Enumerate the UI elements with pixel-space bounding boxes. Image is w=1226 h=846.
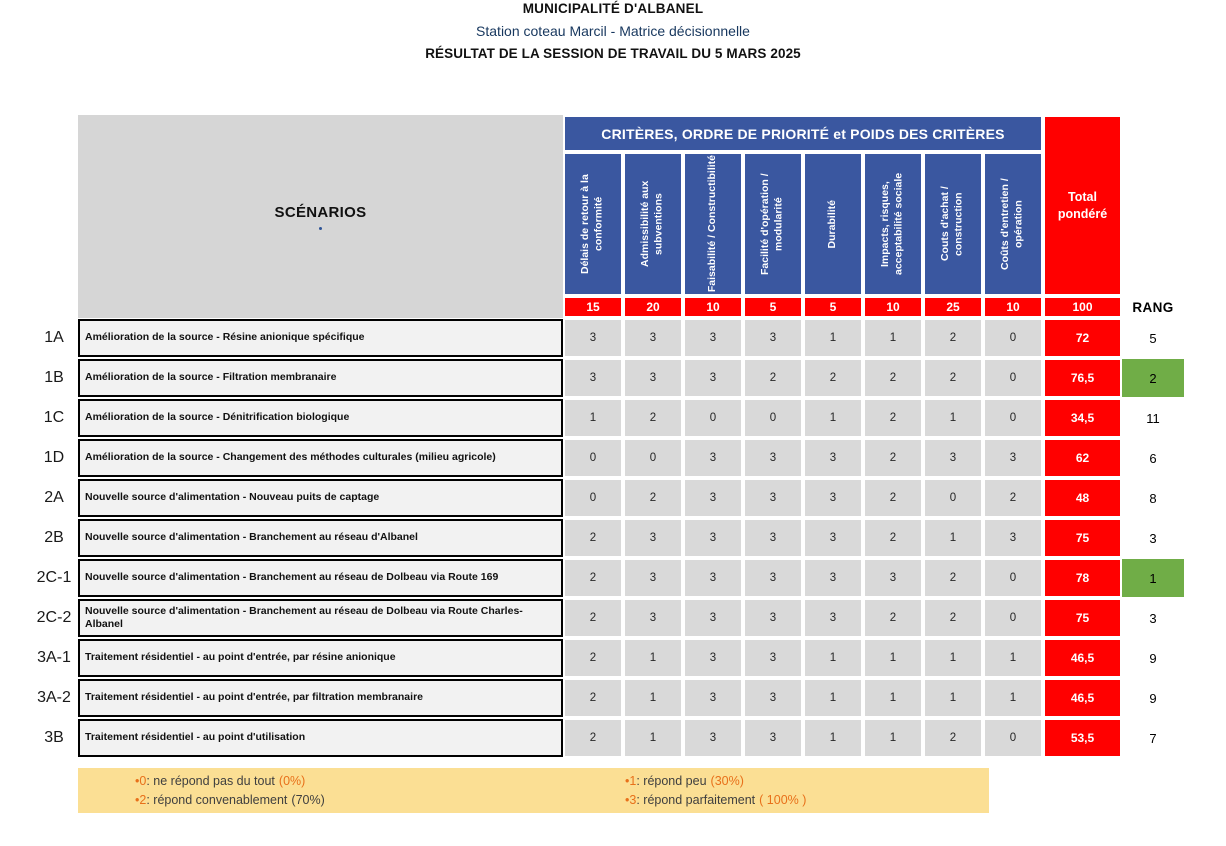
criteria-header-label: Impacts, risques, acceptabilité sociale bbox=[879, 172, 905, 276]
blue-dot bbox=[319, 227, 322, 230]
score-cell-1D-1: 0 bbox=[623, 438, 683, 478]
score-cell-1D-2: 3 bbox=[683, 438, 743, 478]
score-cell-1B-0: 3 bbox=[563, 358, 623, 398]
score-cell-2B-5: 2 bbox=[863, 518, 923, 558]
criteria-header-label: Délais de retour à la conformité bbox=[579, 174, 605, 274]
total-cell-2A: 48 bbox=[1043, 478, 1122, 518]
score-cell-1D-3: 3 bbox=[743, 438, 803, 478]
score-cell-3B-1: 1 bbox=[623, 718, 683, 758]
scenario-cell-3B bbox=[78, 718, 563, 758]
rank-cell-1D: 6 bbox=[1149, 450, 1157, 466]
criteria-header-2 bbox=[683, 152, 743, 296]
score-cell-2B-2: 3 bbox=[683, 518, 743, 558]
scenario-cell-3A-2 bbox=[78, 678, 563, 718]
row-id-1C: 1C bbox=[43, 409, 65, 426]
score-cell-3B-7: 0 bbox=[983, 718, 1043, 758]
score-cell-2B-6: 1 bbox=[923, 518, 983, 558]
scenario-cell-1D bbox=[78, 438, 563, 478]
decision-matrix bbox=[30, 115, 1184, 758]
total-cell-2C-2: 75 bbox=[1043, 598, 1122, 638]
legend-item-3 bbox=[625, 792, 989, 809]
rank-cell-3A-1: 9 bbox=[1149, 650, 1157, 666]
score-cell-3A-2-7: 1 bbox=[983, 678, 1043, 718]
score-cell-3B-3: 3 bbox=[743, 718, 803, 758]
score-cell-1C-2: 0 bbox=[683, 398, 743, 438]
scenario-label: Nouvelle source d'alimentation - Branchement au réseau de Dolbeau via Route Charles-Albanel bbox=[78, 599, 563, 637]
score-cell-1A-2: 3 bbox=[683, 318, 743, 358]
scenario-label: Traitement résidentiel - au point d'entrée, par résine anionique bbox=[78, 639, 563, 677]
score-cell-1C-1: 2 bbox=[623, 398, 683, 438]
criteria-weight-0: 15 bbox=[563, 296, 623, 318]
total-cell-1D: 62 bbox=[1043, 438, 1122, 478]
score-cell-3B-5: 1 bbox=[863, 718, 923, 758]
legend-marker: •0 bbox=[135, 774, 147, 788]
score-cell-2C-2-0: 2 bbox=[563, 598, 623, 638]
score-cell-1A-1: 3 bbox=[623, 318, 683, 358]
score-legend bbox=[78, 768, 989, 813]
score-cell-3A-1-7: 1 bbox=[983, 638, 1043, 678]
score-cell-2C-2-4: 3 bbox=[803, 598, 863, 638]
legend-separator: : bbox=[636, 774, 644, 788]
rank-cell-1A: 5 bbox=[1149, 330, 1157, 346]
legend-item-1 bbox=[625, 773, 989, 790]
score-cell-1B-1: 3 bbox=[623, 358, 683, 398]
total-header-cell: Total pondéré bbox=[1043, 115, 1122, 296]
score-cell-2C-2-6: 2 bbox=[923, 598, 983, 638]
criteria-header-4 bbox=[803, 152, 863, 296]
rank-cell-2A: 8 bbox=[1149, 490, 1157, 506]
total-cell-2B: 75 bbox=[1043, 518, 1122, 558]
scenarios-header-label: SCÉNARIOS bbox=[274, 203, 367, 221]
score-cell-2B-7: 3 bbox=[983, 518, 1043, 558]
score-cell-1A-6: 2 bbox=[923, 318, 983, 358]
score-cell-1D-5: 2 bbox=[863, 438, 923, 478]
total-cell-1C: 34,5 bbox=[1043, 398, 1122, 438]
scenario-cell-1B bbox=[78, 358, 563, 398]
score-cell-1B-3: 2 bbox=[743, 358, 803, 398]
score-cell-1A-7: 0 bbox=[983, 318, 1043, 358]
score-cell-2A-2: 3 bbox=[683, 478, 743, 518]
total-cell-1B: 76,5 bbox=[1043, 358, 1122, 398]
criteria-weight-6: 25 bbox=[923, 296, 983, 318]
score-cell-3A-1-6: 1 bbox=[923, 638, 983, 678]
legend-label: répond peu bbox=[643, 774, 707, 788]
score-cell-2C-1-7: 0 bbox=[983, 558, 1043, 598]
score-cell-3A-2-3: 3 bbox=[743, 678, 803, 718]
criteria-header-7 bbox=[983, 152, 1043, 296]
score-cell-3A-1-2: 3 bbox=[683, 638, 743, 678]
rank-cell-2C-1: 1 bbox=[1122, 559, 1184, 597]
score-cell-2C-1-5: 3 bbox=[863, 558, 923, 598]
title-session: RÉSULTAT DE LA SESSION DE TRAVAIL DU 5 MARS 2025 bbox=[425, 46, 801, 61]
score-cell-2C-2-3: 3 bbox=[743, 598, 803, 638]
score-cell-2A-4: 3 bbox=[803, 478, 863, 518]
score-cell-1D-4: 3 bbox=[803, 438, 863, 478]
scenario-label: Nouvelle source d'alimentation - Branchement au réseau d'Albanel bbox=[78, 519, 563, 557]
total-cell-1A: 72 bbox=[1043, 318, 1122, 358]
scenario-label: Traitement résidentiel - au point d'utilisation bbox=[78, 719, 563, 757]
total-cell-3A-2: 46,5 bbox=[1043, 678, 1122, 718]
score-cell-3A-1-0: 2 bbox=[563, 638, 623, 678]
row-id-1A: 1A bbox=[44, 329, 64, 346]
score-cell-3A-2-0: 2 bbox=[563, 678, 623, 718]
criteria-weight-4: 5 bbox=[803, 296, 863, 318]
criteria-header-5 bbox=[863, 152, 923, 296]
rank-cell-1B: 2 bbox=[1122, 359, 1184, 397]
scenario-cell-2B bbox=[78, 518, 563, 558]
title-block bbox=[0, 0, 1226, 61]
scenario-label: Amélioration de la source - Filtration membranaire bbox=[78, 359, 563, 397]
legend-item-0 bbox=[135, 773, 625, 790]
score-cell-1B-4: 2 bbox=[803, 358, 863, 398]
score-cell-1A-0: 3 bbox=[563, 318, 623, 358]
scenario-label: Amélioration de la source - Dénitrification biologique bbox=[78, 399, 563, 437]
scenario-cell-3A-1 bbox=[78, 638, 563, 678]
score-cell-2C-1-3: 3 bbox=[743, 558, 803, 598]
title-municipality: MUNICIPALITÉ D'ALBANEL bbox=[522, 1, 704, 16]
score-cell-2C-2-2: 3 bbox=[683, 598, 743, 638]
score-cell-2A-5: 2 bbox=[863, 478, 923, 518]
scenario-label: Nouvelle source d'alimentation - Nouveau puits de captage bbox=[78, 479, 563, 517]
score-cell-1C-5: 2 bbox=[863, 398, 923, 438]
scenario-label: Nouvelle source d'alimentation - Branchement au réseau de Dolbeau via Route 169 bbox=[78, 559, 563, 597]
criteria-header-label: Couts d'achat / construction bbox=[939, 186, 965, 262]
score-cell-2C-2-1: 3 bbox=[623, 598, 683, 638]
score-cell-2A-1: 2 bbox=[623, 478, 683, 518]
total-cell-3A-1: 46,5 bbox=[1043, 638, 1122, 678]
score-cell-2B-0: 2 bbox=[563, 518, 623, 558]
criteria-header-0 bbox=[563, 152, 623, 296]
score-cell-2B-3: 3 bbox=[743, 518, 803, 558]
score-cell-2C-1-1: 3 bbox=[623, 558, 683, 598]
score-cell-1C-6: 1 bbox=[923, 398, 983, 438]
criteria-header-label: Faisabilité / Constructibilité bbox=[706, 155, 719, 293]
legend-label: répond convenablement bbox=[153, 793, 288, 807]
total-cell-3B: 53,5 bbox=[1043, 718, 1122, 758]
score-cell-3B-0: 2 bbox=[563, 718, 623, 758]
legend-separator: : bbox=[146, 793, 154, 807]
score-cell-2C-1-4: 3 bbox=[803, 558, 863, 598]
criteria-header-6 bbox=[923, 152, 983, 296]
criteria-header-label: Durabilité bbox=[826, 199, 839, 249]
score-cell-1A-4: 1 bbox=[803, 318, 863, 358]
score-cell-1D-7: 3 bbox=[983, 438, 1043, 478]
criteria-header-3 bbox=[743, 152, 803, 296]
criteria-weight-7: 10 bbox=[983, 296, 1043, 318]
rank-cell-3A-2: 9 bbox=[1149, 690, 1157, 706]
total-weight-cell: 100 bbox=[1043, 296, 1122, 318]
score-cell-1D-0: 0 bbox=[563, 438, 623, 478]
legend-marker: •2 bbox=[135, 793, 147, 807]
scenario-label: Traitement résidentiel - au point d'entrée, par filtration membranaire bbox=[78, 679, 563, 717]
total-cell-2C-1: 78 bbox=[1043, 558, 1122, 598]
legend-percentage: (30%) bbox=[710, 774, 744, 788]
criteria-weight-2: 10 bbox=[683, 296, 743, 318]
row-id-2B: 2B bbox=[44, 529, 64, 546]
score-cell-1C-3: 0 bbox=[743, 398, 803, 438]
score-cell-1C-4: 1 bbox=[803, 398, 863, 438]
score-cell-2C-2-5: 2 bbox=[863, 598, 923, 638]
score-cell-3A-2-5: 1 bbox=[863, 678, 923, 718]
row-id-2A: 2A bbox=[44, 489, 64, 506]
scenario-cell-1A bbox=[78, 318, 563, 358]
row-id-3B: 3B bbox=[44, 729, 64, 746]
score-cell-1B-2: 3 bbox=[683, 358, 743, 398]
legend-item-2 bbox=[135, 792, 625, 809]
criteria-header-label: Coûts d'entretien / opération bbox=[999, 178, 1025, 270]
scenario-cell-1C bbox=[78, 398, 563, 438]
score-cell-3A-2-2: 3 bbox=[683, 678, 743, 718]
score-cell-3B-4: 1 bbox=[803, 718, 863, 758]
scenarios-header-cell bbox=[78, 115, 563, 318]
row-id-2C-1: 2C-1 bbox=[36, 569, 72, 586]
rank-cell-1C: 11 bbox=[1146, 410, 1160, 426]
score-cell-1A-5: 1 bbox=[863, 318, 923, 358]
row-id-1D: 1D bbox=[43, 449, 65, 466]
row-id-3A-2: 3A-2 bbox=[37, 689, 71, 706]
score-cell-2A-3: 3 bbox=[743, 478, 803, 518]
score-cell-1C-0: 1 bbox=[563, 398, 623, 438]
score-cell-2C-2-7: 0 bbox=[983, 598, 1043, 638]
criteria-header-1 bbox=[623, 152, 683, 296]
score-cell-2C-1-6: 2 bbox=[923, 558, 983, 598]
criteria-weight-1: 20 bbox=[623, 296, 683, 318]
legend-percentage: ( 100% ) bbox=[759, 793, 807, 807]
rank-cell-3B: 7 bbox=[1149, 730, 1157, 746]
score-cell-3A-1-5: 1 bbox=[863, 638, 923, 678]
score-cell-3A-2-6: 1 bbox=[923, 678, 983, 718]
score-cell-1A-3: 3 bbox=[743, 318, 803, 358]
scenario-label: Amélioration de la source - Résine anionique spécifique bbox=[78, 319, 563, 357]
scenario-cell-2A bbox=[78, 478, 563, 518]
row-id-2C-2: 2C-2 bbox=[36, 609, 72, 626]
rank-cell-2C-2: 3 bbox=[1149, 610, 1157, 626]
criteria-header-label: Facilité d'opération / modularité bbox=[759, 173, 785, 275]
scenario-cell-2C-2 bbox=[78, 598, 563, 638]
rang-header: RANG bbox=[1132, 299, 1174, 315]
score-cell-2C-1-0: 2 bbox=[563, 558, 623, 598]
legend-marker: •1 bbox=[625, 774, 637, 788]
score-cell-3A-1-3: 3 bbox=[743, 638, 803, 678]
row-id-3A-1: 3A-1 bbox=[37, 649, 71, 666]
row-id-1B: 1B bbox=[44, 369, 64, 386]
legend-separator: : bbox=[636, 793, 644, 807]
criteria-band: CRITÈRES, ORDRE DE PRIORITÉ et POIDS DES CRITÈRES bbox=[563, 115, 1043, 152]
score-cell-3B-6: 2 bbox=[923, 718, 983, 758]
criteria-weight-3: 5 bbox=[743, 296, 803, 318]
rank-cell-2B: 3 bbox=[1149, 530, 1157, 546]
score-cell-3A-2-4: 1 bbox=[803, 678, 863, 718]
score-cell-1B-5: 2 bbox=[863, 358, 923, 398]
scenario-cell-2C-1 bbox=[78, 558, 563, 598]
legend-marker: •3 bbox=[625, 793, 637, 807]
title-subtitle: Station coteau Marcil - Matrice décisionnelle bbox=[476, 23, 750, 39]
score-cell-3A-1-1: 1 bbox=[623, 638, 683, 678]
score-cell-2A-0: 0 bbox=[563, 478, 623, 518]
score-cell-3B-2: 3 bbox=[683, 718, 743, 758]
score-cell-1D-6: 3 bbox=[923, 438, 983, 478]
score-cell-1B-7: 0 bbox=[983, 358, 1043, 398]
score-cell-2C-1-2: 3 bbox=[683, 558, 743, 598]
score-cell-2A-6: 0 bbox=[923, 478, 983, 518]
score-cell-2B-4: 3 bbox=[803, 518, 863, 558]
legend-percentage: (70%) bbox=[291, 793, 325, 807]
score-cell-1C-7: 0 bbox=[983, 398, 1043, 438]
scenario-label: Amélioration de la source - Changement des méthodes culturales (milieu agricole) bbox=[78, 439, 563, 477]
legend-percentage: (0%) bbox=[278, 774, 306, 788]
score-cell-3A-1-4: 1 bbox=[803, 638, 863, 678]
score-cell-3A-2-1: 1 bbox=[623, 678, 683, 718]
legend-label: ne répond pas du tout bbox=[153, 774, 275, 788]
criteria-header-label: Admissibilité aux subventions bbox=[639, 180, 665, 268]
score-cell-2A-7: 2 bbox=[983, 478, 1043, 518]
score-cell-1B-6: 2 bbox=[923, 358, 983, 398]
legend-label: répond parfaitement bbox=[643, 793, 756, 807]
score-cell-2B-1: 3 bbox=[623, 518, 683, 558]
legend-separator: : bbox=[146, 774, 154, 788]
criteria-weight-5: 10 bbox=[863, 296, 923, 318]
